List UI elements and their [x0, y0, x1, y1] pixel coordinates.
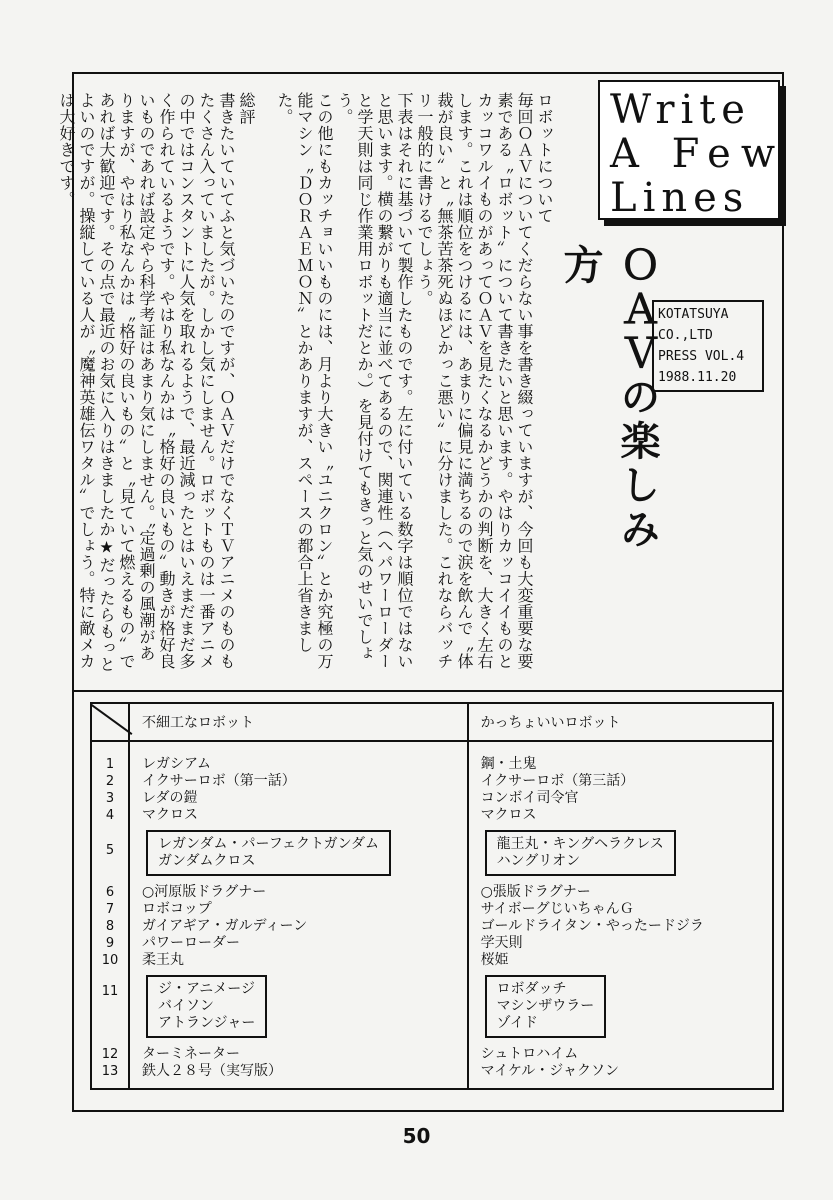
list-item: ○張版ドラグナー — [480, 884, 591, 900]
rank-number: 5 — [105, 843, 115, 858]
rank-number: 3 — [105, 791, 115, 806]
rank-numbers — [91, 824, 129, 884]
ugly-robot-cell — [129, 969, 468, 1046]
header-corner — [91, 703, 129, 741]
paragraph: この他にもカッチョいいものには、月より大きい〝ユニクロン〟とか究極の万能マシン〝ＤＯＲＡＥＭＯＮ〟とかありますが、スペースの都合上省きました。 — [275, 92, 334, 670]
list-item: パワーローダー — [142, 935, 240, 951]
list-item: レガシアム — [142, 756, 212, 772]
rank-numbers — [91, 884, 129, 969]
press-publisher: KOTATSUYA — [658, 307, 729, 322]
ugly-robot-cell — [129, 741, 468, 824]
rank-number: 10 — [101, 953, 119, 968]
table-row — [91, 884, 773, 969]
list-item: ハングリオン — [496, 853, 581, 869]
ugly-robot-cell — [129, 884, 468, 969]
list-item: 桜姫 — [480, 952, 509, 968]
title-line-3: Lines — [610, 175, 750, 221]
list-item: レダの鎧 — [142, 790, 198, 806]
title-line-1: Write — [610, 87, 751, 133]
list-item: マクロス — [142, 807, 198, 823]
list-item: 柔王丸 — [142, 952, 184, 968]
list-item: ロボダッチ — [496, 981, 567, 997]
list-item: ガンダムクロス — [158, 853, 256, 869]
rank-numbers — [91, 1046, 129, 1089]
list-item: イクサーロボ（第一話） — [142, 773, 296, 789]
header-ugly-robots: 不細工なロボット — [129, 703, 468, 741]
write-a-few-lines-title — [598, 80, 786, 221]
list-item: バイソン — [158, 998, 214, 1014]
rank-number: 12 — [101, 1047, 119, 1062]
list-item: ジ・アニメージ — [158, 981, 256, 997]
list-item: サイボーグじいちゃんＧ — [480, 901, 634, 917]
table-header-row — [91, 703, 773, 741]
press-info-box — [652, 300, 764, 392]
article-heading: ＯＡＶの楽しみ方 — [557, 244, 661, 552]
list-item: ガイアギア・ガルディーン — [142, 918, 308, 934]
list-item: シュトロハイム — [480, 1046, 579, 1062]
tied-group-box — [146, 830, 391, 876]
list-item: マクロス — [480, 807, 537, 823]
tied-group-box — [485, 975, 607, 1038]
ugly-robot-cell — [129, 824, 468, 884]
rank-numbers — [91, 741, 129, 824]
list-item: ゴールドライタン・やったードジラ — [480, 918, 704, 934]
list-item: マイケル・ジャクソン — [480, 1063, 620, 1079]
paragraph: ロボットについて — [535, 92, 554, 224]
list-item: 学天則 — [480, 935, 523, 951]
list-item: ○河原版ドラグナー — [142, 884, 267, 900]
article-body — [57, 92, 554, 677]
table-row — [91, 824, 773, 884]
press-volume: PRESS VOL.4 — [658, 349, 745, 364]
title-line-2: A Few — [610, 131, 786, 177]
cool-robot-cell — [468, 1046, 773, 1089]
rank-numbers — [91, 969, 129, 1046]
list-item: ゾイド — [496, 1015, 538, 1031]
paragraph: 下表はそれに基づいて製作したものです。左に付いている数字は順位ではないと思います。横の繋がりも適当に並べてあるので、関連性（へパワーローダーと学天則は同じ作業用ロボットだとか。）を見付けてもきっと気のせいでしょう。 — [335, 92, 414, 670]
ugly-robot-cell — [129, 1046, 468, 1089]
tied-group-box — [485, 830, 676, 876]
rank-number: 11 — [101, 984, 119, 999]
paragraph: 書きたいていてふと気づいたのですが、ＯＡＶだけでなくＴＶアニメのものもたくさん入っていましたが。しかし気にしません。ロボットものは一番アニメの中ではコンスタントに人気を取れるようで、最近減ったとはいえまだまだ多く作られているようです。やはり私なんかは〝格好の良いもの〟動きが格好良いものであれば設定やら科学考証はあまり気にしません。〝定過剰の風潮がありますが、やはり私なんかは〝格好の良いもの〟と〝見ていて燃えるもの〟であれば大歓迎です。その点で最近のお気に入りはきましたか★だったらもっとよいのですが。操縦している人が〝魔神英雄伝ワタル〟でしょう。特に敵メカは大好きです。 — [57, 92, 236, 673]
table-row — [91, 1046, 773, 1089]
press-company: CO.,LTD — [658, 328, 713, 343]
cool-robot-cell — [468, 969, 773, 1046]
list-item: ロボコップ — [142, 901, 212, 917]
press-date: 1988.11.20 — [658, 370, 737, 385]
robot-ranking-table — [90, 702, 774, 1090]
page-number: 50 — [402, 1124, 431, 1148]
rank-number: 7 — [105, 902, 115, 917]
list-item: 鋼・土鬼 — [480, 756, 537, 772]
list-item: コンボイ司令官 — [480, 790, 579, 806]
list-item: 鉄人２８号（実写版） — [142, 1063, 282, 1079]
paragraph: 毎回ＯＡＶについてくだらない事を書き綴っていますが、今回も大変重要な要素である〝ロボット〟について書きたいと思います。やはりカッコイイものとカッコワルイものがあってＯＡＶを見たくなるかどうかの判断を、大きく左右します。これは順位をつけるには、あまりに偏見に満ちるので涙を飲んで〝体裁が良い〟と〝無茶苦茶死ぬほどかっこ悪い〟に分けました。これならバッチリ一般的に書けるでしょう。 — [415, 92, 534, 670]
cool-robot-cell — [468, 824, 773, 884]
list-item: イクサーロボ（第三話） — [480, 773, 635, 789]
table-row — [91, 969, 773, 1046]
rank-number: 2 — [105, 774, 115, 789]
table-row — [91, 741, 773, 824]
rank-number: 8 — [105, 919, 115, 934]
rank-number: 13 — [101, 1064, 119, 1079]
rank-number: 4 — [105, 808, 115, 823]
tied-group-box — [146, 975, 267, 1038]
list-item: レガンダム・パーフェクトガンダム — [158, 836, 380, 852]
rank-number: 6 — [105, 885, 115, 900]
cool-robot-cell — [468, 884, 773, 969]
list-item: アトランジャー — [158, 1015, 256, 1031]
cool-robot-cell — [468, 741, 773, 824]
list-item: 龍王丸・キングヘラクレス — [496, 836, 664, 852]
section-heading: 総評 — [237, 92, 256, 125]
rank-number: 9 — [105, 936, 115, 951]
header-cool-robots: かっちょいいロボット — [468, 703, 773, 741]
list-item: マシンザウラー — [496, 998, 595, 1014]
rank-number: 1 — [105, 757, 115, 772]
list-item: ターミネーター — [142, 1046, 240, 1062]
